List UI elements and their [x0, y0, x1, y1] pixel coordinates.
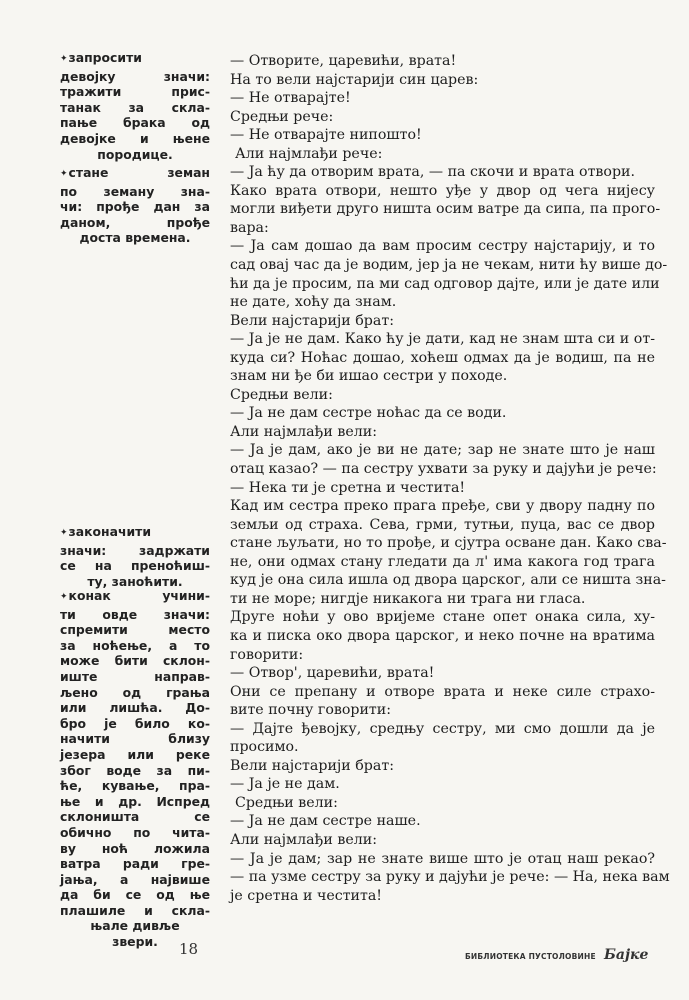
text-line: Кад им сестра преко прага пређе, сви у двору падну по [230, 498, 655, 515]
text-line: Вели најстарији брат: [230, 312, 394, 329]
glossary-line: јања, а највише [60, 871, 210, 887]
glossary-entry [60, 50, 210, 162]
text-line: Али најмлађи вели: [230, 831, 377, 848]
text-line: Средњи рече: [230, 108, 334, 125]
bullet-icon: ✦ [60, 54, 68, 64]
glossary-line: склоништа се [60, 809, 210, 825]
glossary-line: доста времена. [79, 230, 191, 246]
text-line: просимо. [230, 739, 299, 756]
glossary-line: даном, прође [60, 214, 210, 230]
book-title: Бајке [603, 947, 649, 963]
text-line: Вели најстарији брат: [230, 757, 394, 774]
glossary-line: звери. [112, 934, 158, 950]
glossary-line: ње и др. Испред [60, 793, 210, 809]
text-line: — па узме сестру за руку и дајући је рече: — На, нека вам [230, 869, 670, 886]
text-line: говорити: [230, 646, 304, 663]
text-line: — Ја је не дам. Како ћу је дати, кад не знам шта си и от- [230, 331, 655, 348]
text-line: вара: [230, 219, 269, 236]
glossary-line: ✦стане земан [60, 165, 210, 180]
text-line: вите почну говорити: [230, 702, 392, 719]
glossary-line: ✦конак учини- [60, 588, 210, 603]
glossary-line: девојку значи: [60, 68, 210, 84]
text-line: — Отвор', царевићи, врата! [230, 665, 435, 682]
text-line: куда си? Ноћас дошао, хоћеш одмах да је водиш, па не [230, 349, 655, 366]
text-line: Средњи вели: [230, 386, 333, 403]
glossary-line: ти овде значи: [60, 606, 210, 622]
text-line: На то вели најстарији син царев: [230, 71, 479, 88]
text-line: знам ни ђе би ишао сестри у походе. [230, 368, 508, 385]
text-line: — Ја не дам сестре ноћас да се води. [230, 405, 507, 422]
glossary-line: тражити прис- [60, 84, 210, 100]
text-line: — Не отварајте нипошто! [230, 127, 422, 144]
glossary-entry [60, 588, 210, 950]
glossary-line: да би се од ње [60, 887, 210, 903]
text-line: — Ја не дам сестре наше. [230, 813, 421, 830]
text-line: не, они одмах стану гледати да л' има какога год трага [230, 553, 655, 570]
text-line: куд је она сила ишла од двора царског, али се ништа зна- [230, 572, 666, 589]
glossary-line: може бити склон- [60, 653, 210, 669]
text-line: отац казао? — па сестру ухвати за руку и дајући је рече: [230, 461, 657, 478]
glossary-line: ће, кување, пра- [60, 778, 210, 794]
glossary-line: ту, заноћити. [87, 573, 183, 589]
text-line: земљи од страха. Сева, грми, тутњи, пуца, вас се двор [230, 516, 655, 533]
text-line: Средњи вели: [235, 794, 338, 811]
glossary-line: пање брака од [60, 115, 210, 131]
text-line: могли виђети друго ништа осим ватре да сипа, па прого- [230, 201, 661, 218]
text-line: — Не отварајте! [230, 90, 351, 107]
glossary-line: ✦закoначити [60, 524, 152, 539]
glossary-line: иште направ- [60, 668, 210, 684]
text-line: Како врата отвори, нешто уђе у двор од чега нијесу [230, 182, 655, 199]
story-text [230, 52, 670, 905]
glossary-line: бро је било ко- [60, 715, 210, 731]
glossary-line: плашиле и склa- [60, 902, 210, 918]
text-line: је сретна и честита! [230, 887, 383, 904]
series-name: БИБЛИОТЕКА ПУСТОЛОВИНЕ [465, 952, 596, 961]
text-line: Али најмлађи рече: [235, 145, 383, 162]
text-line: не дате, хоћу да знам. [230, 294, 397, 311]
text-line: Али најмлађи вели: [230, 423, 377, 440]
glossary-line: ✦запросити [60, 50, 142, 65]
text-line: Они се препану и отворе врата и неке силе страхо- [230, 683, 655, 700]
text-line: — Дајте ђевојку, средњу сестру, ми смо дошли да је [230, 720, 655, 737]
glossary-line: ватра ради гре- [60, 856, 210, 872]
text-line: — Нека ти је сретна и честита! [230, 479, 466, 496]
glossary-line: начити близу [60, 731, 210, 747]
text-line: — Отворите, царевићи, врата! [230, 53, 457, 69]
glossary-line: због воде за пи- [60, 762, 210, 778]
glossary-line: танак за скла- [60, 99, 210, 115]
text-line: стане љуљати, но то прође, и сјутра осване дан. Како сва- [230, 535, 667, 552]
glossary-entry [60, 165, 210, 246]
text-line: — Ја је не дам. [230, 776, 340, 793]
glossary-line: њале дивље [90, 918, 180, 934]
glossary-line: значи: задржати [60, 542, 210, 558]
text-line: — Ја је дам; зар не знате више што је отац наш рекао? [230, 850, 655, 867]
glossary-line: по земану зна- [60, 183, 210, 199]
glossary-line: љено од грања [60, 684, 210, 700]
text-line: сад овај час да је водим, јер ја не чекам, нити ћу више до- [230, 257, 668, 274]
glossary-line: девојке и њене [60, 130, 210, 146]
glossary-line: спремити место [60, 622, 210, 638]
text-line: ка и писка око двора царског, и неко почне на вратима [230, 627, 655, 644]
glossary-line: или лишћа. До- [60, 700, 210, 716]
text-line: ћи да је просим, па ми сад одговор дајте, или је дате или [230, 275, 660, 292]
text-line: — Ја је дам, ако је ви не дате; зар не знате што је наш [230, 442, 655, 459]
glossary-line: породице. [97, 146, 173, 162]
bullet-icon: ✦ [60, 528, 68, 538]
text-line: — Ја сам дошао да вам просим сестру најстарију, и то [230, 238, 655, 255]
bullet-icon: ✦ [60, 592, 68, 602]
glossary-line: језера или реке [60, 746, 210, 762]
glossary-line: обично по чита- [60, 824, 210, 840]
glossary-line: ву ноћ ложила [60, 840, 210, 856]
text-line: ти не море; нигдје никакога ни трага ни гласа. [230, 590, 586, 607]
glossary-line: се на преноћиш- [60, 558, 210, 574]
running-footer [465, 944, 648, 963]
glossary-entry [60, 524, 210, 589]
bullet-icon: ✦ [60, 169, 68, 179]
page-number: 18 [179, 940, 199, 958]
glossary-line: за ноћење, а то [60, 637, 210, 653]
text-line: Друге ноћи у ово вријеме стане опет онака сила, ху- [230, 609, 655, 626]
glossary-line: чи: прође дан за [60, 199, 210, 215]
text-line: — Ја ћу да отворим врата, — па скочи и врата отвори. [230, 164, 636, 181]
